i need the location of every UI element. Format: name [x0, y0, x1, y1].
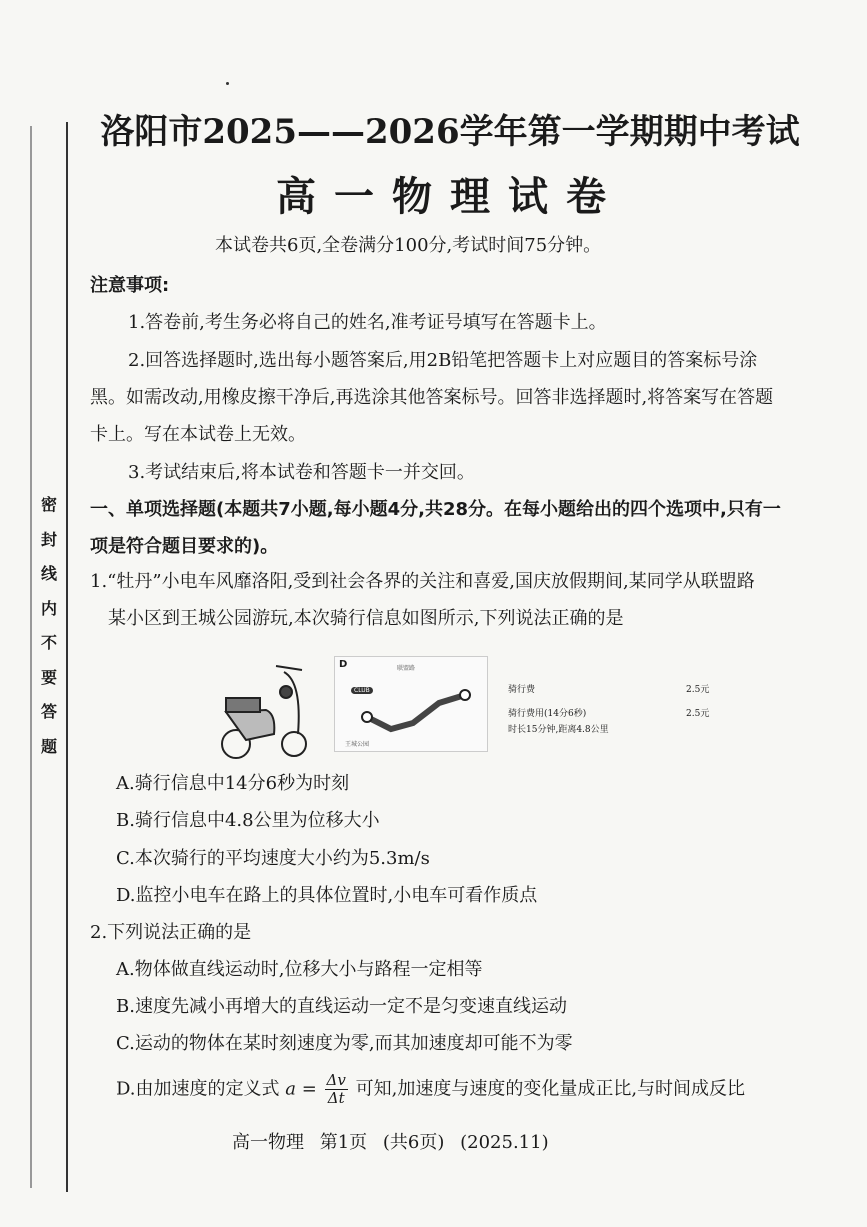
q1-option-b: B.骑行信息中4.8公里为位移大小 [116, 810, 380, 831]
ride-route [367, 695, 465, 729]
q2-option-d-suffix: 可知,加速度与速度的变化量成正比,与时间成反比 [355, 1078, 746, 1100]
subject-title: 高一物理试卷 [276, 173, 624, 220]
ride-fee-value: 2.5元 [686, 709, 710, 719]
route-end [460, 690, 470, 700]
q2-option-d-prefix: D.由加速度的定义式 [116, 1078, 280, 1100]
q1-option-d: D.监控小电车在路上的具体位置时,小电车可看作质点 [116, 885, 538, 906]
binding-char: 密 [40, 495, 57, 514]
formula-numerator: Δv [326, 1071, 346, 1089]
section-heading-line-2: 项是符合题目要求的)。 [90, 536, 279, 557]
scooter-body [226, 710, 274, 740]
binding-char: 要 [40, 667, 57, 687]
scooter-seat [226, 698, 260, 712]
notice-item-2-line-3: 卡上。写在本试卷上无效。 [90, 424, 306, 445]
route-start [362, 712, 372, 722]
binding-char: 封 [40, 529, 57, 549]
formula-equals: = [301, 1078, 317, 1100]
fee-value: 2.5元 [686, 685, 710, 695]
exam-title: 洛阳市2025——2026学年第一学期期中考试 [100, 112, 800, 152]
section-heading-line-1: 一、单项选择题(本题共7小题,每小题4分,共28分。在每小题给出的四个选项中,只有一 [90, 499, 781, 520]
ride-fee-label: 骑行费用(14分6秒) [508, 709, 587, 719]
formula-variable: a [285, 1078, 296, 1100]
scooter-headlight [280, 686, 292, 698]
map-badge: CLUB [351, 687, 373, 694]
binding-label [38, 488, 60, 764]
ride-map [334, 656, 488, 752]
q1-stem-line-2: 某小区到王城公园游玩,本次骑行信息如图所示,下列说法正确的是 [108, 608, 624, 629]
map-marker: D [339, 659, 348, 670]
q2-option-b: B.速度先减小再增大的直线运动一定不是匀变速直线运动 [116, 996, 567, 1017]
q2-option-d [116, 1072, 745, 1107]
fee-label: 骑行费 [508, 685, 536, 695]
binding-char: 内 [40, 598, 57, 618]
exam-info: 本试卷共6页,全卷满分100分,考试时间75分钟。 [215, 235, 602, 256]
notice-item-1: 1.答卷前,考生务必将自己的姓名,准考证号填写在答题卡上。 [128, 312, 607, 333]
q1-ride-figure [206, 652, 736, 764]
q2-option-a: A.物体做直线运动时,位移大小与路程一定相等 [116, 959, 483, 980]
binding-line [66, 122, 68, 1192]
scooter-steering [284, 672, 299, 734]
notice-heading: 注意事项: [90, 275, 170, 296]
binding-char: 线 [40, 564, 57, 583]
binding-line-outer [30, 126, 32, 1188]
scooter-handlebar [276, 666, 302, 670]
scan-dot [226, 82, 229, 85]
binding-char: 题 [40, 736, 57, 756]
binding-char: 不 [40, 633, 57, 652]
scooter-front-wheel [282, 732, 306, 756]
notice-item-2-line-2: 黑。如需改动,用橡皮擦干净后,再选涂其他答案标号。回答非选择题时,将答案写在答题 [90, 387, 774, 408]
q2-stem: 2.下列说法正确的是 [90, 922, 252, 943]
notice-item-3: 3.考试结束后,将本试卷和答题卡一并交回。 [128, 462, 475, 483]
map-label-bottom: 王城公园 [345, 741, 370, 748]
map-label-top: 联盟路 [397, 665, 416, 672]
ride-duration: 时长15分钟,距离4.8公里 [508, 725, 609, 735]
q1-option-c: C.本次骑行的平均速度大小约为5.3m/s [116, 848, 430, 869]
binding-char: 答 [40, 702, 57, 721]
formula-denominator: Δt [327, 1089, 345, 1107]
page-footer: 高一物理 第1页 (共6页) (2025.11) [232, 1132, 549, 1153]
formula-fraction [325, 1072, 348, 1107]
q1-stem-line-1: 1.“牡丹”小电车风靡洛阳,受到社会各界的关注和喜爱,国庆放假期间,某同学从联盟路 [90, 571, 755, 592]
notice-item-2-line-1: 2.回答选择题时,选出每小题答案后,用2B铅笔把答题卡上对应题目的答案标号涂 [128, 350, 758, 371]
q1-option-a: A.骑行信息中14分6秒为时刻 [116, 773, 350, 794]
q2-option-c: C.运动的物体在某时刻速度为零,而其加速度却可能不为零 [116, 1033, 573, 1054]
